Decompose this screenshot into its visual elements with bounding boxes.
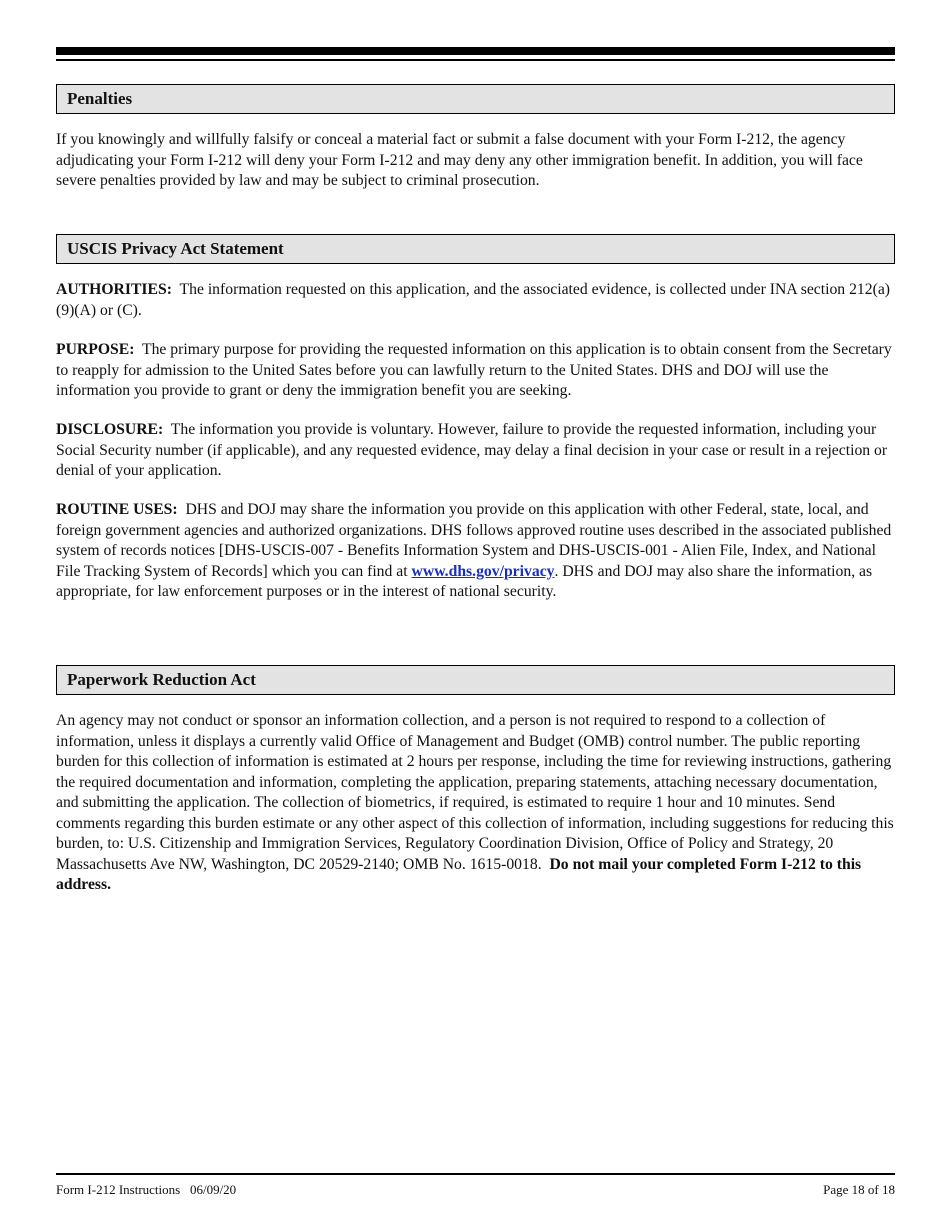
footer-form-info: Form I-212 Instructions 06/09/20	[56, 1182, 237, 1197]
purpose-label: PURPOSE:	[56, 341, 135, 358]
disclosure-paragraph	[56, 420, 895, 482]
paperwork-paragraph	[56, 711, 895, 896]
penalties-text: If you knowingly and willfully falsify or conceal a material fact or submit a false document with your Form I-212, the agency adjudicating your Form I-212 will deny your Form I-212 and may deny any other immigration benefit. In addition, you will face severe penalties provided by law and may be subject to criminal prosecution.	[56, 131, 863, 189]
paperwork-bold-note: Do not mail your completed Form I-212 to this address.	[56, 855, 862, 893]
paperwork-text: An agency may not conduct or sponsor an information collection, and a person is not required to respond to a collection of information, unless it displays a currently valid Office of Management and Budget (OMB) control number. The public reporting burden for this collection of information is estimated at 2 hours per response, including the time for reviewing instructions, gathering the required documentation and information, completing the application, preparing statements, attaching necessary documentation, and submitting the application. The collection of biometrics, if required, is estimated to require 1 hour and 10 minutes. Send comments regarding this burden estimate or any other aspect of this collection of information, including suggestions for reducing this burden, to: U.S. Citizenship and Immigration Services, Regulatory Coordination Division, Office of Policy and Strategy, 20 Massachusetts Ave NW, Washington, DC 20529-2140; OMB No. 1615-0018.	[56, 712, 894, 873]
disclosure-text: The information you provide is voluntary. However, failure to provide the requested information, including your Social Security number (if applicable), and any requested evidence, may delay a final decision in your case or result in a rejection or denial of your application.	[56, 421, 888, 479]
privacy-title: USCIS Privacy Act Statement	[67, 239, 284, 258]
authorities-paragraph	[56, 280, 895, 321]
penalties-header	[56, 84, 895, 114]
routine-uses-paragraph	[56, 500, 895, 603]
dhs-privacy-link[interactable]: www.dhs.gov/privacy	[411, 562, 555, 580]
authorities-label: AUTHORITIES:	[56, 281, 172, 298]
routine-uses-label: ROUTINE USES:	[56, 501, 178, 518]
purpose-text: The primary purpose for providing the requested information on this application is to obtain consent from the Secretary to reapply for admission to the United Sates before you can lawfully return to the United States. DHS and DOJ will use the information you provide to grant or deny the immigration benefit you are seeking.	[56, 341, 892, 399]
routine-uses-text-2: . DHS and DOJ may also share the information, as appropriate, for law enforcement purposes or in the interest of national security.	[56, 562, 873, 600]
penalties-title: Penalties	[67, 89, 133, 108]
top-thin-rule	[56, 59, 895, 61]
purpose-paragraph	[56, 340, 895, 402]
authorities-text: The information requested on this application, and the associated evidence, is collected under INA section 212(a)(9)(A) or (C).	[56, 281, 891, 319]
routine-uses-text-1: DHS and DOJ may share the information you provide on this application with other Federal, state, local, and foreign government agencies and authorized organizations. DHS follows approved routine uses described in the associated published system of records notices [DHS-USCIS-007 - Benefits Information System and DHS-USCIS-001 - Alien File, Index, and National File Tracking System of Records] which you can find at	[56, 501, 892, 580]
disclosure-label: DISCLOSURE:	[56, 421, 164, 438]
footer-page-number: Page 18 of 18	[823, 1182, 895, 1197]
paperwork-title: Paperwork Reduction Act	[67, 670, 256, 689]
top-thick-rule	[56, 47, 895, 55]
footer-rule	[56, 1173, 895, 1175]
privacy-header	[56, 234, 895, 264]
paperwork-header	[56, 665, 895, 695]
